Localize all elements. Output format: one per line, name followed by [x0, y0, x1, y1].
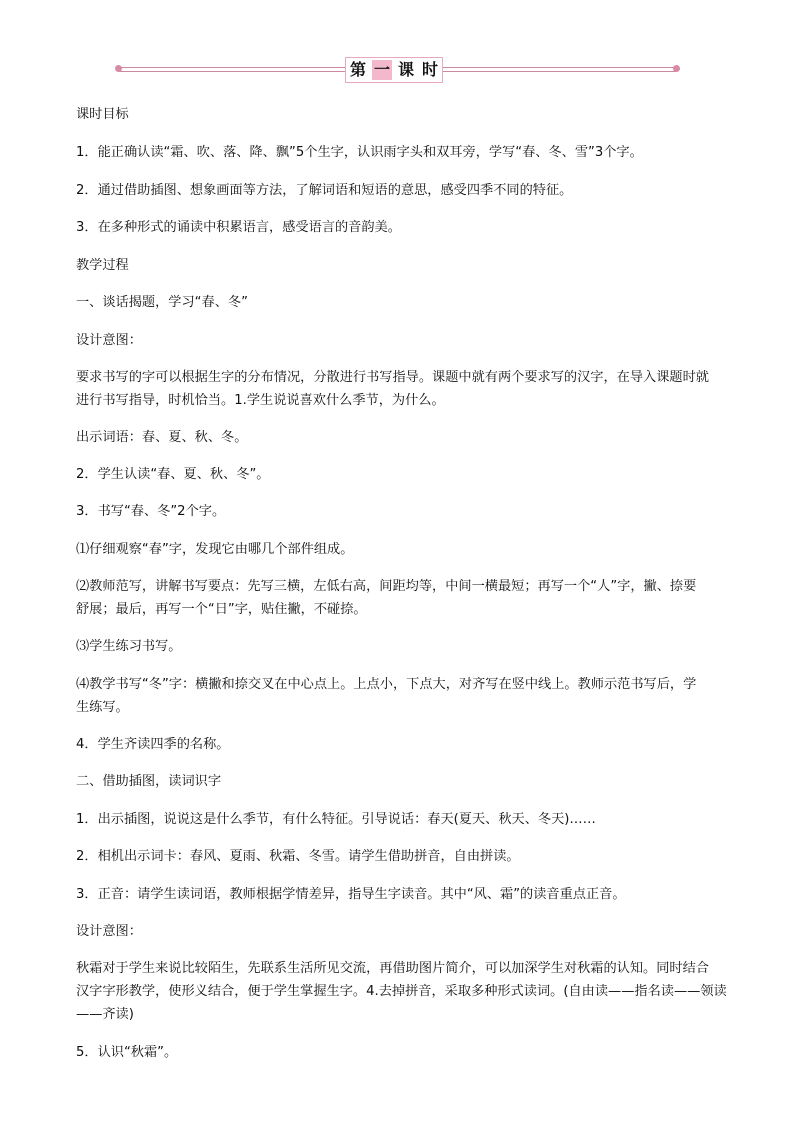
goal-item-3: 3．在多种形式的诵读中积累语言，感受语言的音韵美。 — [76, 220, 401, 235]
step-5: 5．认识“秋霜”。 — [76, 1045, 178, 1060]
step-3: 3．正音：请学生读词语，教师根据学情差异，指导生字读音。其中“风、霜”的读音重点正音。 — [76, 887, 626, 902]
substep-4-line: ⑷教学书写“冬”字：横撇和捺交叉在中心点上。上点小，下点大，对齐写在竖中线上。教师示范书写后，学 — [76, 677, 697, 692]
step-4: 4．学生齐读四季的名称。 — [76, 737, 230, 752]
substep-2-line: 舒展；最后，再写一个“日”字，贴住撇，不碰捺。 — [76, 602, 367, 617]
banner-dot-right — [673, 65, 680, 72]
paragraph-line: 要求书写的字可以根据生字的分布情况，分散进行书写指导。课题中就有两个要求写的汉字，在导入课题时就 — [76, 370, 709, 385]
paragraph-line: 秋霜对于学生来说比较陌生，先联系生活所见交流，再借助图片简介，可以加深学生对秋霜的认知。同时结合 — [76, 961, 709, 976]
title-char: 第 — [349, 60, 366, 79]
substep-3: ⑶学生练习书写。 — [76, 639, 182, 654]
title-char: 课 — [397, 60, 414, 79]
banner-dot-left — [115, 65, 122, 72]
paragraph-line: ——齐读) — [76, 1007, 134, 1022]
section-heading-2: 二、借助插图，读词识字 — [76, 774, 222, 789]
step-text: 出示词语：春、夏、秋、冬。 — [76, 430, 248, 445]
step-2: 2．学生认读“春、夏、秋、冬”。 — [76, 467, 270, 482]
heading-lesson-goals: 课时目标 — [76, 107, 129, 122]
step-1: 1．出示插图，说说这是什么季节，有什么特征。引导说话：春天(夏天、秋天、冬天)…… — [76, 812, 596, 827]
design-intent-label: 设计意图： — [76, 333, 142, 348]
design-intent-label: 设计意图： — [76, 924, 142, 939]
heading-teaching-process: 教学过程 — [76, 258, 129, 273]
substep-4-line: 生练写。 — [76, 700, 129, 715]
substep-2-line: ⑵教师范写，讲解书写要点：先写三横，左低右高，间距均等，中间一横最短；再写一个“人”字，撇、捺要 — [76, 579, 697, 594]
title-char: 时 — [421, 60, 438, 79]
goal-item-1: 1．能正确认读“霜、吹、落、降、飘”5个生字，认识雨字头和双耳旁，学写“春、冬、雪”3个字。 — [76, 145, 643, 160]
substep-1: ⑴仔细观察“春”字，发现它由哪几个部件组成。 — [76, 542, 354, 557]
title-char-highlighted: 一 — [373, 60, 390, 79]
step-3: 3．书写“春、冬”2个字。 — [76, 504, 226, 519]
paragraph-line: 汉字字形教学，使形义结合，便于学生掌握生字。4.去掉拼音，采取多种形式读词。(自由读——指名读——领读 — [76, 984, 727, 999]
section-heading-1: 一、谈话揭题，学习“春、冬” — [76, 295, 248, 310]
lesson-title — [345, 57, 443, 83]
paragraph-line: 进行书写指导，时机恰当。1.学生说说喜欢什么季节，为什么。 — [76, 393, 445, 408]
step-2: 2．相机出示词卡：春风、夏雨、秋霜、冬雪。请学生借助拼音，自由拼读。 — [76, 849, 520, 864]
goal-item-2: 2．通过借助插图、想象画面等方法，了解词语和短语的意思，感受四季不同的特征。 — [76, 183, 573, 198]
lesson-header-banner — [115, 57, 680, 83]
